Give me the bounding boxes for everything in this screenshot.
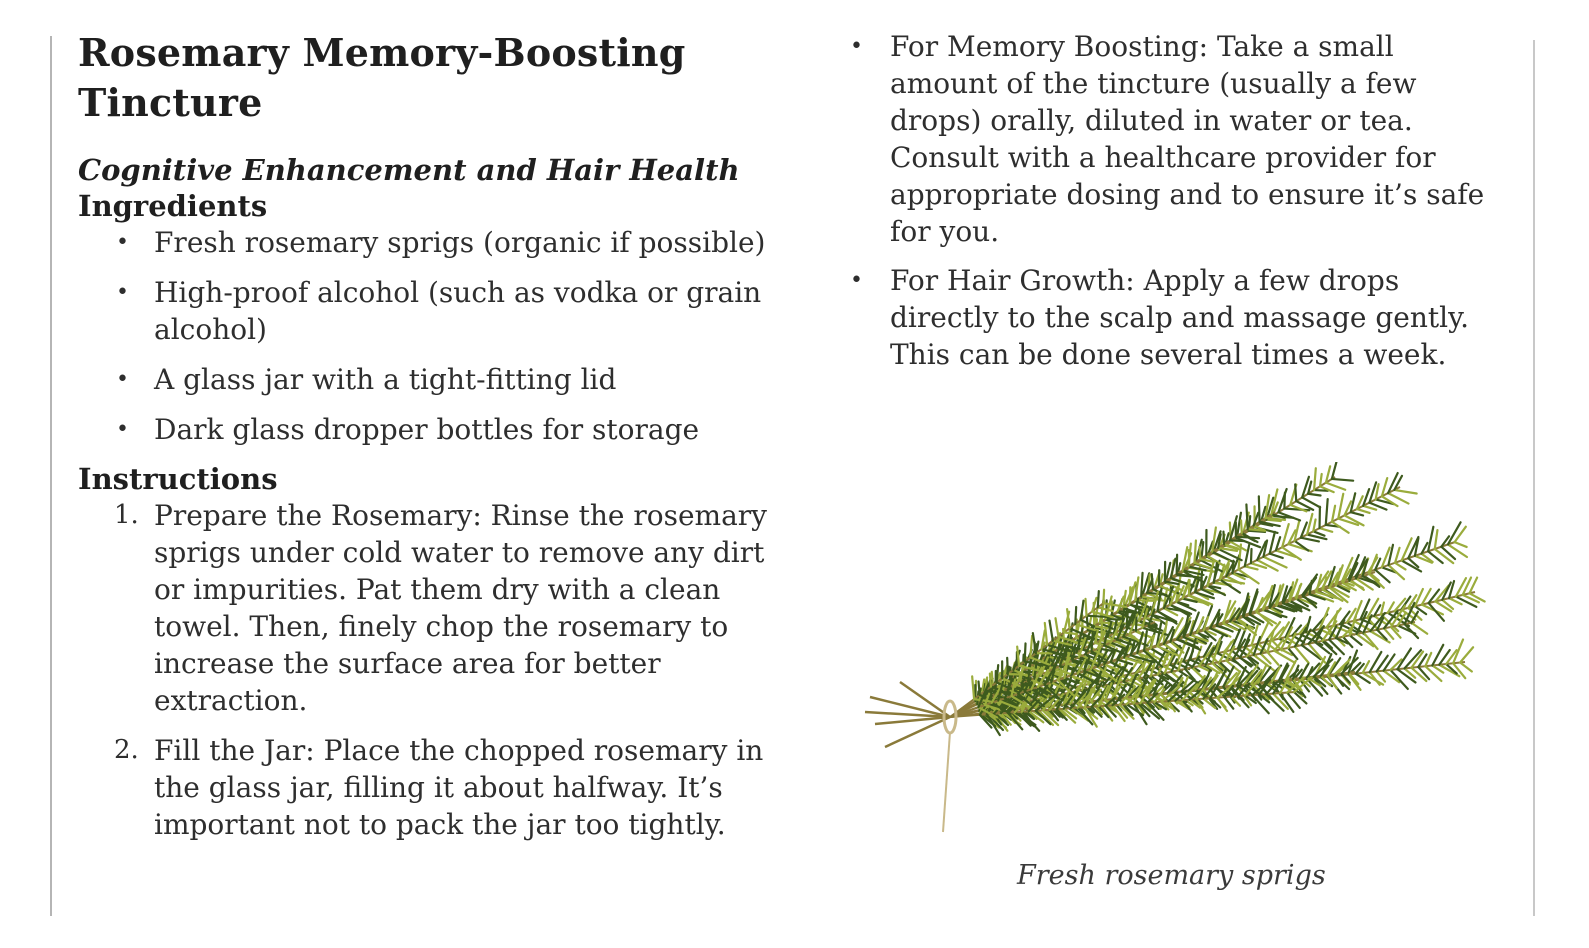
ingredient-text: Dark glass dropper bottles for storage xyxy=(154,413,700,446)
rosemary-needle xyxy=(979,682,980,695)
rosemary-needle xyxy=(1189,544,1191,567)
rosemary-needle xyxy=(1460,647,1473,662)
rosemary-needle xyxy=(1390,670,1407,689)
rosemary-needle xyxy=(1295,484,1296,501)
rosemary-sprigs-group xyxy=(865,462,1485,832)
page-margin-rule-left xyxy=(50,36,52,916)
rosemary-needle xyxy=(1326,499,1328,525)
usage-item xyxy=(850,262,1510,373)
rosemary-needle xyxy=(1332,522,1349,533)
rosemary-needle xyxy=(1245,566,1258,569)
rosemary-needle xyxy=(1381,602,1384,614)
rosemary-needle xyxy=(1455,542,1467,547)
rosemary-needle xyxy=(1246,504,1247,529)
rosemary-needle xyxy=(1152,574,1153,589)
bullet-icon: • xyxy=(116,280,129,305)
ingredients-list xyxy=(78,224,798,448)
instruction-step xyxy=(78,497,798,719)
bullet-icon: • xyxy=(116,367,129,392)
rosemary-needle xyxy=(1351,512,1363,515)
rosemary-needle xyxy=(1085,599,1086,616)
rosemary-needle xyxy=(1270,554,1283,558)
rosemary-needle xyxy=(1194,540,1195,562)
rosemary-needle xyxy=(1435,530,1438,549)
rosemary-needle xyxy=(1223,532,1224,545)
rosemary-needle xyxy=(1098,591,1099,607)
document-subtitle: Cognitive Enhancement and Hair Health xyxy=(78,153,740,187)
instructions-heading: Instructions xyxy=(78,462,278,496)
rosemary-needle xyxy=(1332,479,1353,481)
rosemary-needle xyxy=(1064,632,1077,634)
rosemary-needle xyxy=(972,676,974,699)
rosemary-needle xyxy=(1055,618,1058,636)
rosemary-needle xyxy=(1308,494,1320,496)
rosemary-needle xyxy=(1460,663,1472,672)
rosemary-needle xyxy=(1126,613,1127,627)
ingredient-text: A glass jar with a tight-fitting lid xyxy=(154,363,617,396)
ingredient-item xyxy=(78,361,798,398)
rosemary-needle xyxy=(1141,573,1142,597)
usage-list xyxy=(850,28,1510,373)
step-text: Prepare the Rosemary: Rinse the rosemary sprigs under cold water to remove any dirt or impurities. Pat them dry with a clean towel. Then, finely chop the rosemary to increase the surface area for better extraction. xyxy=(154,499,767,717)
page-margin-rule-right xyxy=(1533,40,1535,916)
rosemary-needle xyxy=(1326,483,1345,490)
usage-text: For Hair Growth: Apply a few drops directly to the scalp and massage gently. This can be done several times a week. xyxy=(890,264,1470,371)
ingredient-text: Fresh rosemary sprigs (organic if possible) xyxy=(154,226,766,259)
bullet-icon: • xyxy=(116,417,129,442)
rosemary-needle xyxy=(1338,494,1343,519)
rosemary-needle xyxy=(1098,607,1113,611)
ingredient-item xyxy=(78,274,798,348)
rosemary-needle xyxy=(1314,468,1316,490)
right-column xyxy=(850,28,1510,385)
usage-item xyxy=(850,28,1510,250)
rosemary-needle xyxy=(1025,643,1026,661)
rosemary-needle xyxy=(1313,531,1324,535)
rosemary-needle xyxy=(1397,648,1410,669)
rosemary-needle xyxy=(1251,549,1252,563)
rosemary-needle xyxy=(1394,490,1416,494)
instruction-step xyxy=(78,732,798,843)
rosemary-needle xyxy=(1245,545,1249,567)
rosemary-needle xyxy=(1301,538,1319,542)
bullet-icon: • xyxy=(850,268,863,293)
rosemary-needle xyxy=(1357,509,1370,513)
rosemary-needle xyxy=(1189,580,1190,595)
ingredient-text: High-proof alcohol (such as vodka or grain alcohol) xyxy=(154,276,762,346)
rosemary-needle xyxy=(1320,528,1333,532)
rosemary-needle xyxy=(1233,561,1234,574)
rosemary-needle xyxy=(1033,633,1036,653)
ingredients-heading: Ingredients xyxy=(78,189,268,223)
bullet-icon: • xyxy=(116,230,129,255)
rosemary-needle xyxy=(1199,547,1200,559)
rosemary-needle xyxy=(1135,577,1138,600)
left-column xyxy=(78,28,798,856)
instructions-list xyxy=(78,497,798,843)
rosemary-needle xyxy=(1241,520,1242,533)
rosemary-needle xyxy=(1363,506,1376,510)
step-number: 2. xyxy=(114,735,139,765)
rosemary-needle xyxy=(1395,563,1405,570)
rosemary-needle xyxy=(1106,619,1120,620)
rosemary-needle xyxy=(1377,671,1385,681)
usage-text: For Memory Boosting: Take a small amount of the tincture (usually a few drops) orally, diluted in water or tea. Consult with a healthcare provider for appropriate dosing and to ensure it’s safe for you. xyxy=(890,30,1485,248)
rosemary-needle xyxy=(990,674,991,687)
rosemary-needle xyxy=(1030,636,1032,658)
rosemary-needle xyxy=(1007,658,1008,674)
rosemary-sprigs-illustration xyxy=(855,462,1495,847)
rosemary-needle xyxy=(1103,590,1104,603)
rosemary-needle xyxy=(1049,621,1052,641)
rosemary-needle xyxy=(1284,493,1285,509)
twine-strand xyxy=(943,732,950,832)
ingredient-item xyxy=(78,411,798,448)
step-text: Fill the Jar: Place the chopped rosemary in the glass jar, filling it about halfway. It’s important not to pack the jar too tightly. xyxy=(154,734,764,841)
document-title: Rosemary Memory-Boosting Tincture xyxy=(78,30,686,125)
rosemary-needle xyxy=(1136,618,1137,631)
rosemary-needle xyxy=(1428,527,1433,552)
rosemary-needle xyxy=(1230,540,1244,541)
bullet-icon: • xyxy=(850,34,863,59)
rosemary-needle xyxy=(1370,652,1382,672)
figure-caption: Fresh rosemary sprigs xyxy=(1017,860,1326,891)
rosemary-needle xyxy=(1332,462,1339,479)
step-number: 1. xyxy=(114,500,139,530)
rosemary-needle xyxy=(1136,631,1153,638)
ingredient-item xyxy=(78,224,798,261)
rosemary-needle xyxy=(1314,490,1328,491)
rosemary-needle xyxy=(1259,496,1260,521)
rosemary-needle xyxy=(977,692,978,705)
rosemary-needle xyxy=(1075,607,1076,624)
